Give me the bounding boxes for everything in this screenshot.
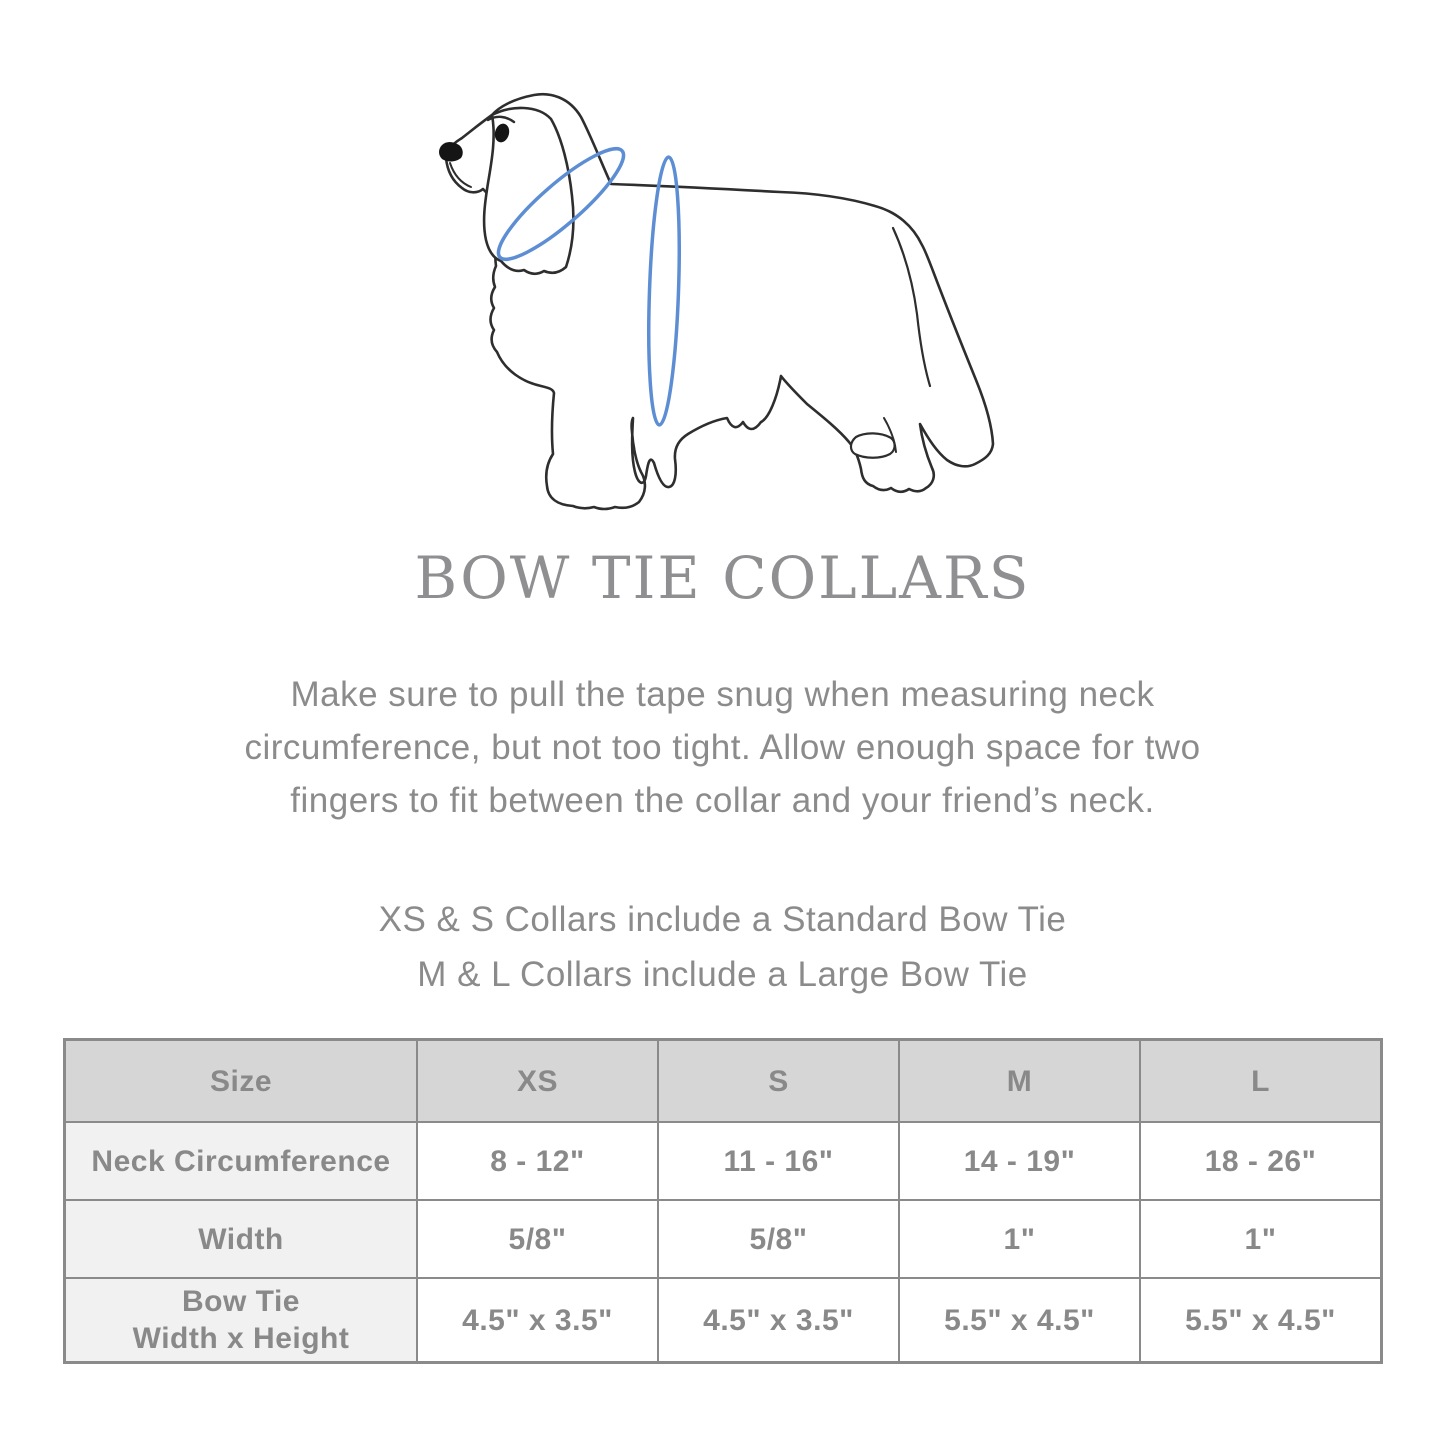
table-cell-neck-m: 14 - 19" [900, 1123, 1139, 1199]
table-cell-width-m: 1" [900, 1201, 1139, 1277]
table-cell-bowtie-m: 5.5" x 4.5" [900, 1279, 1139, 1361]
intro-line-2: circumference, but not too tight. Allow enough space for two [244, 728, 1201, 767]
intro-line-1: Make sure to pull the tape snug when measuring neck [290, 675, 1155, 714]
row-label-line: Width x Height [132, 1322, 350, 1355]
table-cell-bowtie-l: 5.5" x 4.5" [1141, 1279, 1380, 1361]
table-cell-bowtie-xs: 4.5" x 3.5" [418, 1279, 657, 1361]
note-line-2: M & L Collars include a Large Bow Tie [417, 955, 1028, 994]
table-cell-width-xs: 5/8" [418, 1201, 657, 1277]
table-cell-neck-xs: 8 - 12" [418, 1123, 657, 1199]
table-header-m: M [900, 1041, 1139, 1121]
table-cell-bowtie-s: 4.5" x 3.5" [659, 1279, 898, 1361]
table-header-l: L [1141, 1041, 1380, 1121]
table-header-size: Size [66, 1041, 416, 1121]
note-line-1: XS & S Collars include a Standard Bow Tie [378, 900, 1067, 939]
table-cell-neck-l: 18 - 26" [1141, 1123, 1380, 1199]
row-label-width [66, 1201, 416, 1277]
table-cell-width-l: 1" [1141, 1201, 1380, 1277]
table-cell-width-s: 5/8" [659, 1201, 898, 1277]
row-label-line: Width [198, 1222, 284, 1256]
table-header-xs: XS [418, 1041, 657, 1121]
dog-far-rear-foot [851, 433, 895, 457]
table-cell-neck-s: 11 - 16" [659, 1123, 898, 1199]
measuring-instructions [0, 668, 1445, 827]
row-label-line: Neck Circumference [91, 1144, 391, 1178]
row-label-bow-tie-size [66, 1279, 416, 1361]
intro-line-3: fingers to fit between the collar and your friend’s neck. [290, 781, 1155, 820]
dog-illustration [435, 88, 1015, 513]
collar-notes [0, 892, 1445, 1002]
page-title: BOW TIE COLLARS [414, 544, 1031, 612]
size-chart-table [63, 1038, 1383, 1364]
table-header-s: S [659, 1041, 898, 1121]
row-label-neck-circumference [66, 1123, 416, 1199]
row-label-line: Bow Tie [182, 1285, 300, 1318]
